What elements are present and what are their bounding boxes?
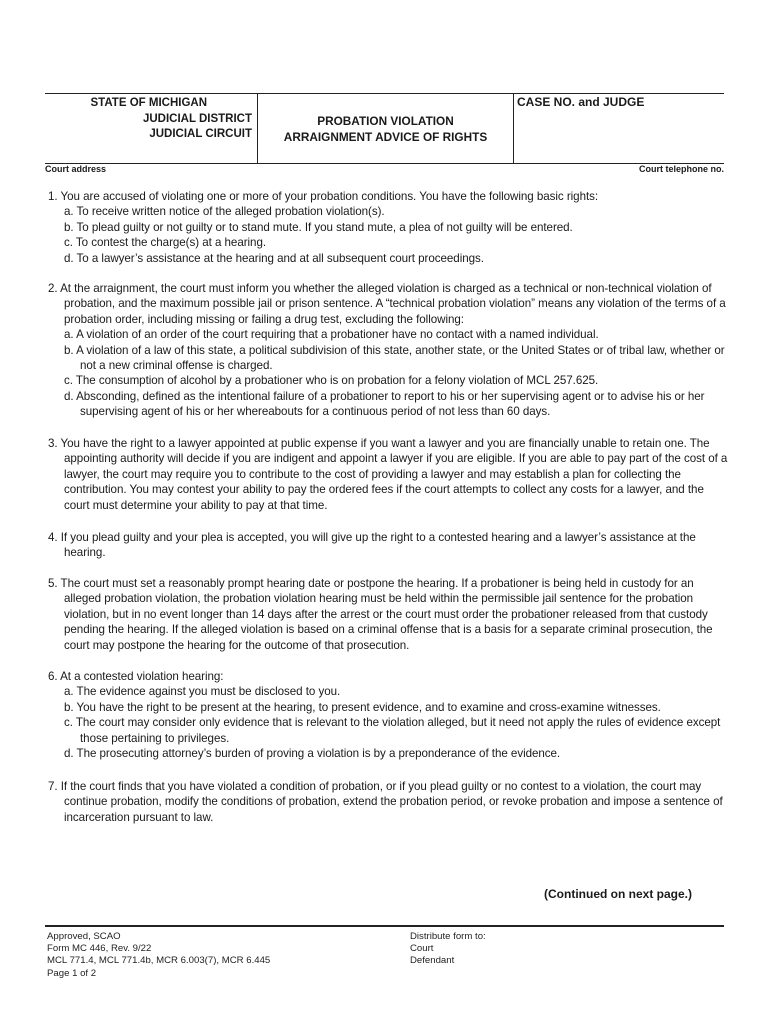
footer-distribution: [410, 931, 486, 968]
form-title: [258, 114, 513, 145]
item-4-lead: 4. If you plead guilty and your plea is accepted, you will give up the right to a contested hearing and a lawyer’s assistance at the hearing.: [48, 531, 696, 560]
item-2b: b. A violation of a law of this state, a political subdivision of this state, another state, or the United States or of tribal law, whether or not a new criminal offense is charged.: [64, 343, 725, 373]
right-item-7: [48, 779, 728, 825]
item-2c: c. The consumption of alcohol by a probationer who is on probation for a felony violation of MCL 257.625.: [64, 374, 599, 388]
header-divider-right: [513, 93, 514, 163]
right-item-4: [48, 530, 728, 561]
item-1a: a. To receive written notice of the alleged probation violation(s).: [64, 205, 385, 219]
item-2d: d. Absconding, defined as the intentional failure of a probationer to report to his or her supervising agent or to advise his or her supervising agent of his or her whereabouts for a continuous period of not less than 60 days.: [64, 389, 705, 419]
form-title-line1: PROBATION VIOLATION: [317, 114, 454, 128]
item-6b: b. You have the right to be present at the hearing, to present evidence, and to examine and cross-examine witnesses.: [64, 700, 661, 714]
distribute-label: Distribute form to:: [410, 931, 486, 942]
court-address-label: Court address: [45, 164, 107, 174]
item-7-lead: 7. If the court finds that you have violated a condition of probation, or if you plead guilty or no contest to a violation, the court may continue probation, modify the conditions of probation, extend the probation period, or revoke probation and impose a sentence of incarceration pursuant to law.: [48, 780, 723, 824]
item-2a: a. A violation of an order of the court requiring that a probationer have no contact with a named individual.: [64, 328, 599, 342]
form-number: Form MC 446, Rev. 9/22: [47, 943, 152, 955]
item-6d: d. The prosecuting attorney’s burden of proving a violation is by a preponderance of the evidence.: [64, 747, 561, 761]
item-3-lead: 3. You have the right to a lawyer appointed at public expense if you want a lawyer and you are financially unable to retain one. The appointing authority will decide if you are indigent and appoint a lawyer if you are eligible. If you are able to pay part of the cost of a lawyer, the court may require you to contribute to the cost of providing a lawyer and may establish a plan for collecting the contribution. You may contest your ability to pay the ordered fees if the court attempts to collect any costs for a lawyer, and the court must determine your ability to pay at that time.: [48, 437, 728, 512]
approved-by: Approved, SCAO: [47, 931, 121, 942]
state-name: STATE OF MICHIGAN: [90, 97, 207, 109]
right-item-3: [48, 436, 728, 513]
right-item-5: [48, 576, 728, 653]
legal-citations: MCL 771.4, MCL 771.4b, MCR 6.003(7), MCR 6.445: [47, 955, 271, 967]
item-1-lead: 1. You are accused of violating one or more of your probation conditions. You have the following basic rights:: [48, 190, 599, 203]
item-1d: d. To a lawyer’s assistance at the hearing and at all subsequent court proceedings.: [64, 251, 484, 265]
item-1c: c. To contest the charge(s) at a hearing.: [64, 236, 267, 250]
item-5-lead: 5. The court must set a reasonably prompt hearing date or postpone the hearing. If a probationer is being held in custody for an alleged probation violation, the probation violation hearing must be held within the permissible jail sentence for the probation violation, but in no event longer than 14 days after the arrest or the court must order the probationer released from that custody pending the hearing. If the alleged violation is based on a criminal offense that is a basis for a separate criminal prosecution, the court may postpone the hearing for the outcome of that prosecution.: [48, 577, 713, 652]
item-1b: b. To plead guilty or not guilty or to stand mute. If you stand mute, a plea of not guilty will be entered.: [64, 220, 573, 234]
judicial-district: JUDICIAL DISTRICT: [142, 112, 252, 125]
distribute-court: Court: [410, 943, 434, 955]
item-6-lead: 6. At a contested violation hearing:: [48, 670, 224, 683]
footer-rule: [45, 925, 724, 927]
court-info: [45, 96, 252, 143]
header-top-rule: [45, 93, 724, 94]
item-6a: a. The evidence against you must be disclosed to you.: [64, 685, 341, 699]
item-2-lead: 2. At the arraignment, the court must inform you whether the alleged violation is charged as a technical or non-technical violation of probation, and the maximum possible jail or prison sentence. A “technical probation violation” means any violation of the terms of a probation order, including missing or failing a drug test, excluding the following:: [48, 282, 726, 326]
form-title-line2: ARRAIGNMENT ADVICE OF RIGHTS: [283, 129, 488, 144]
judicial-circuit: JUDICIAL CIRCUIT: [149, 128, 252, 140]
header-bottom-rule: [45, 163, 724, 164]
footer-left: [47, 931, 270, 980]
right-item-6: [48, 669, 728, 761]
right-item-2: [48, 281, 728, 420]
item-6c: c. The court may consider only evidence that is relevant to the violation alleged, but it need not apply the rules of evidence except those pertaining to privileges.: [64, 716, 721, 745]
court-telephone-label: Court telephone no.: [639, 164, 724, 174]
page-number: Page 1 of 2: [47, 967, 97, 979]
right-item-1: [48, 189, 728, 266]
case-number-label: CASE NO. and JUDGE: [517, 95, 645, 109]
continued-note: (Continued on next page.): [544, 887, 692, 901]
distribute-defendant: Defendant: [410, 955, 455, 967]
